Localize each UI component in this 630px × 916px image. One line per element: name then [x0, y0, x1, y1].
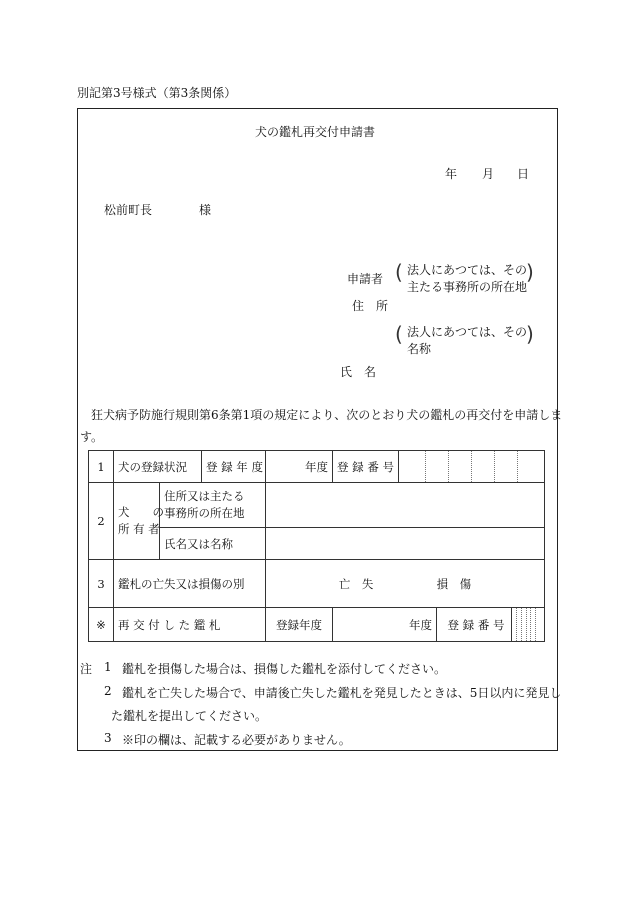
note-number: 2: [104, 684, 112, 698]
body-text-line1: 狂犬病予防施行規則第6条第1項の規定により、次のとおり犬の鑑札の再交付を申請しま: [91, 408, 563, 422]
body-text-line2: す。: [80, 430, 104, 444]
row-number: 1: [89, 451, 114, 483]
bracket-open-icon: (: [395, 322, 403, 346]
reissued-reg-number-label: 登 録 番 号: [441, 608, 512, 641]
address-label: 住 所: [352, 299, 389, 313]
reissued-reg-year-field[interactable]: [333, 608, 437, 642]
bracket-close-icon: ): [526, 260, 534, 284]
name-note-line2: 名称: [407, 342, 432, 356]
table-row: [89, 608, 545, 642]
date-day: 日: [517, 167, 530, 181]
addressee-name: 松前町長: [104, 203, 153, 217]
reg-number-field[interactable]: [399, 451, 545, 483]
form-title: 犬の鑑札再交付申請書: [254, 125, 375, 139]
owner-label-line1: 犬 の: [118, 505, 164, 519]
row-number: 3: [89, 560, 114, 608]
row-mark: ※: [89, 608, 114, 642]
owner-name-field[interactable]: [266, 528, 545, 560]
loss-damage-label: 鑑札の亡失又は損傷の別: [114, 560, 266, 608]
dog-status-label: 犬の登録状況: [114, 451, 202, 483]
reissued-reg-number-field[interactable]: [512, 608, 540, 641]
reg-year-label: 登 録 年 度: [202, 451, 266, 483]
note-3: ※印の欄は、記載する必要がありません。: [122, 733, 351, 747]
owner-label-line2: 所 有 者: [118, 522, 160, 536]
reg-year-field[interactable]: [266, 451, 333, 483]
note-1: 鑑札を損傷した場合は、損傷した鑑札を添付してください。: [122, 662, 447, 676]
name-note: [407, 324, 527, 358]
option-damaged[interactable]: 損 傷: [436, 576, 472, 591]
table-row: [89, 483, 545, 528]
application-table: [88, 450, 545, 642]
reissued-reg-year-label: 登録年度: [266, 608, 333, 642]
owner-name-label: 氏名又は名称: [160, 528, 266, 560]
date-month: 月: [482, 167, 495, 181]
owner-address-line1: 住所又は主たる: [164, 489, 245, 503]
loss-damage-choice[interactable]: [266, 560, 545, 608]
bracket-open-icon: (: [395, 260, 403, 284]
form-number-note: 別記第3号様式（第3条関係）: [77, 86, 237, 100]
note-number: 3: [104, 731, 112, 745]
reissued-reg-number: [437, 608, 545, 642]
date-year: 年: [445, 167, 458, 181]
row-number: 2: [89, 483, 114, 560]
bracket-close-icon: ): [526, 322, 534, 346]
name-label: 氏 名: [340, 365, 377, 379]
reissued-tag-label: 再 交 付 し た 鑑 札: [114, 608, 266, 642]
owner-address-line2: 事務所の所在地: [164, 506, 245, 520]
year-suffix: 年度: [305, 459, 328, 474]
address-note-line2: 主たる事務所の所在地: [407, 280, 528, 294]
owner-address-label: [160, 483, 266, 528]
option-lost[interactable]: 亡 失: [338, 576, 374, 591]
note-2-line1: 鑑札を亡失した場合で、申請後亡失した鑑札を発見したときは、5日以内に発見し: [122, 686, 562, 700]
owner-address-field[interactable]: [266, 483, 545, 528]
table-row: [89, 451, 545, 483]
name-note-line1: 法人にあつては、その: [407, 325, 528, 339]
owner-label: [114, 483, 164, 560]
note-2-line2: た鑑札を提出してください。: [111, 709, 268, 723]
notes-prefix: 注: [80, 662, 93, 676]
applicant-label: 申請者: [347, 272, 384, 286]
addressee-honorific: 様: [199, 203, 212, 217]
reg-number-label: 登 録 番 号: [333, 451, 399, 483]
note-number: 1: [104, 660, 112, 674]
address-note: [407, 262, 527, 296]
year-suffix: 年度: [409, 617, 432, 632]
table-row: [89, 560, 545, 608]
address-note-line1: 法人にあつては、その: [407, 263, 528, 277]
